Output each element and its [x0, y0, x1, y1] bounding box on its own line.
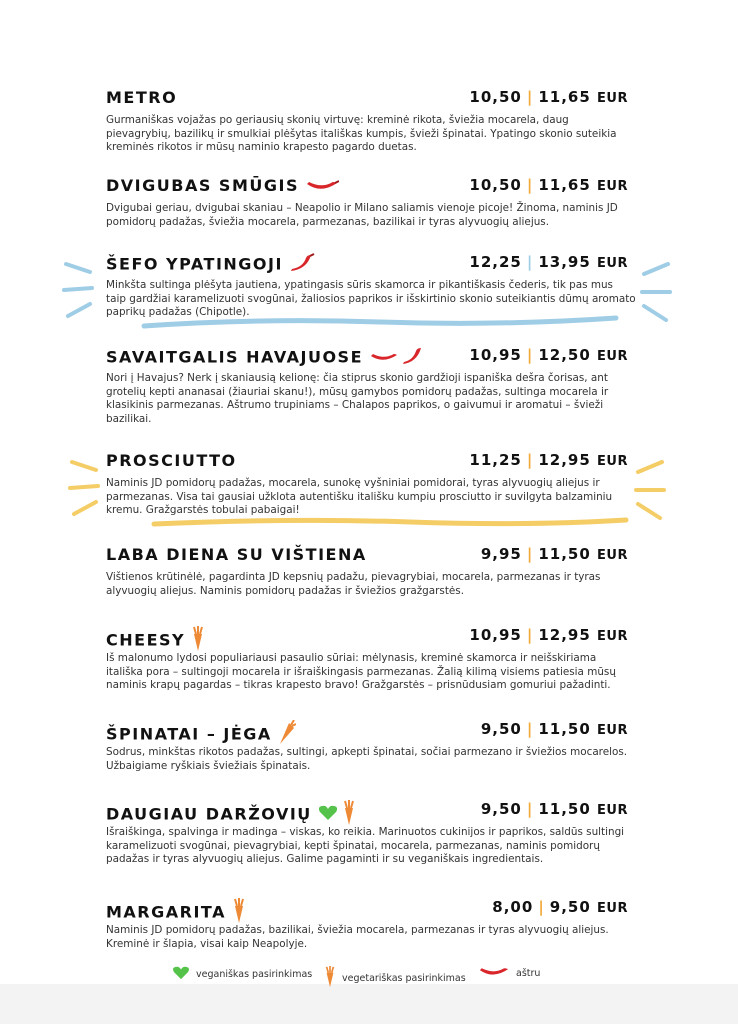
item-price: 10,95 | 12,95 EUR [469, 626, 628, 644]
heart-icon [172, 966, 190, 983]
item-name: ŠPINATAI – JĖGA [106, 720, 296, 750]
item-name: SAVAITGALIS HAVAJUOSE [106, 346, 425, 370]
chili-icon [401, 346, 425, 370]
item-description: Vištienos krūtinėlė, pagardinta JD kepsnių padažu, pievagrybiai, mocarela, parmezanas ir tyras alyvuogių aliejus. Naminis pomidorų padažas ir šviežios gražgarstės. [106, 571, 601, 597]
item-price: 8,00 | 9,50 EUR [492, 898, 628, 916]
item-name: METRO [106, 88, 178, 107]
chili-icon [305, 177, 339, 196]
menu-item-metro [106, 88, 636, 155]
item-name: LABA DIENA SU VIŠTIENA [106, 545, 367, 564]
yellow-dash-marks-right [630, 456, 670, 526]
yellow-dash-marks-left [66, 456, 106, 526]
item-price: 9,50 | 11,50 EUR [480, 800, 628, 818]
item-description: Gurmaniškas vojažas po geriausių skonių virtuvę: kreminė rikota, šviežia mocarela, daug pievagrybių, bazilikų ir smulkiai plėšytas itališkas kumpis, švieži špinatai. Ypatingo skonio suteikia kreminės rikotos ir mūsų naminio krapesto pagardo duetas. [106, 114, 617, 154]
item-name: DVIGUBAS SMŪGIS [106, 176, 339, 196]
item-price: 10,95 | 12,50 EUR [469, 346, 628, 364]
menu-item-laba-diena-su-vistiena [106, 545, 636, 598]
menu-item-spinatai-jega [106, 720, 636, 773]
chili-icon [369, 349, 399, 368]
chili-icon [289, 253, 315, 277]
carrot-icon [191, 626, 205, 656]
item-description: Nori į Havajus? Nerk į skaniausią kelionę: čia stiprus skonio gardžioji ispaniška dešra čorisas, ant grotelių kepti ananasai (žiauriai skanu!), mūsų gamybos pomidorų padažas, sultinga mocarela ir klasikinis parmezanas. Aštrumo trupiniams – Chalapos paprikos, o gaivumui ir aromatui – švieži bazilikai. [106, 372, 609, 426]
item-name: ŠEFO YPATINGOJI [106, 253, 315, 277]
item-description: Naminis JD pomidorų padažas, mocarela, sunokę vyšniniai pomidorai, tyras alyvuogių aliejus ir parmezanas. Visa tai gausiai užklota autentišku itališku kumpiu prosciutto ir suvilgyta balzaminiu kremu. Gražgarstės tobulai pabaigai! [106, 477, 613, 517]
menu-item-margarita [106, 898, 636, 951]
item-description: Minkšta sultinga plėšyta jautiena, ypatingasis sūris skamorca ir pikantiškasis čederis, tik pas mus taip gardžiai karamelizuoti svogūnai, žaliosios paprikos ir išskirtinio skonio suteikiantis dūmų aromato paprikų padažas (Chipotle). [106, 279, 636, 319]
legend [172, 966, 572, 988]
item-price: 12,25 | 13,95 EUR [469, 253, 628, 271]
item-name: MARGARITA [106, 898, 246, 928]
heart-icon [318, 805, 338, 825]
legend-vegetarian-label: vegetariškas pasirinkimas [342, 973, 466, 984]
legend-spicy [478, 966, 540, 981]
item-description: Išraiškinga, spalvinga ir madinga – viskas, ko reikia. Marinuotos cukinijos ir paprikos, saldūs sultingi karamelizuoti svogūnai, pievagrybiai, kepti špinatai, mocarela, parmezanas, naminis pomidorų padažas ir tyras alyvuogių aliejus. Galime pagaminti ir su veganiškais ingredientais. [106, 826, 625, 866]
chili-icon [478, 966, 510, 981]
item-description: Naminis JD pomidorų padažas, bazilikai, šviežia mocarela, parmezanas ir tyras alyvuogių aliejus. Kreminė ir šlapia, visai kaip Neapolyje. [106, 924, 609, 950]
menu-item-cheesy [106, 626, 636, 693]
menu-item-dvigubas-smugis [106, 176, 636, 229]
carrot-icon [342, 800, 356, 830]
item-name: CHEESY [106, 626, 205, 656]
menu-item-savaitgalis-havajuose [106, 346, 636, 427]
legend-vegetarian [324, 966, 466, 991]
blue-dash-marks-left [60, 258, 100, 328]
blue-dash-marks-right [636, 258, 676, 328]
item-price: 11,25 | 12,95 EUR [469, 451, 628, 469]
item-description: Dvigubai geriau, dvigubai skaniau – Neapolio ir Milano saliamis vienoje picoje! Žinoma, naminis JD pomidorų padažas, šviežia mocarela, parmezanas, bazilikai ir tyras alyvuogių aliejus. [106, 202, 618, 228]
legend-vegan [172, 966, 312, 983]
item-description: Sodrus, minkštas rikotos padažas, sultingi, apkepti špinatai, sočiai parmezano ir šviežios mocarelos. Užbaigiame ryškiais šviežiais špinatais. [106, 746, 628, 772]
item-price: 10,50 | 11,65 EUR [469, 176, 628, 194]
item-description: Iš malonumo lydosi populiariausi pasaulio sūriai: mėlynasis, kreminė skamorca ir neišskiriama itališka pora – sultingoji mocarela ir išraiškingasis parmezanas. Žalią kilimą visiems patiesia mūsų naminis krapų pagardas – tikras krapesto bravo! Gražgarstės – prisnūdusiam gomuriui pažadinti. [106, 652, 616, 692]
legend-spicy-label: aštru [516, 968, 541, 979]
carrot-icon [232, 898, 246, 928]
legend-vegan-label: veganiškas pasirinkimas [196, 969, 313, 980]
item-price: 9,95 | 11,50 EUR [480, 545, 628, 563]
item-price: 10,50 | 11,65 EUR [469, 88, 628, 106]
item-price: 9,50 | 11,50 EUR [480, 720, 628, 738]
item-name: PROSCIUTTO [106, 451, 237, 470]
menu-item-daugiau-darzoviu [106, 800, 636, 867]
menu-item-prosciutto [106, 451, 636, 518]
menu-item-sefo-ypatingoji [106, 253, 636, 320]
carrot-icon [324, 966, 336, 991]
carrot-icon [278, 720, 296, 750]
item-name: DAUGIAU DARŽOVIŲ [106, 800, 356, 830]
